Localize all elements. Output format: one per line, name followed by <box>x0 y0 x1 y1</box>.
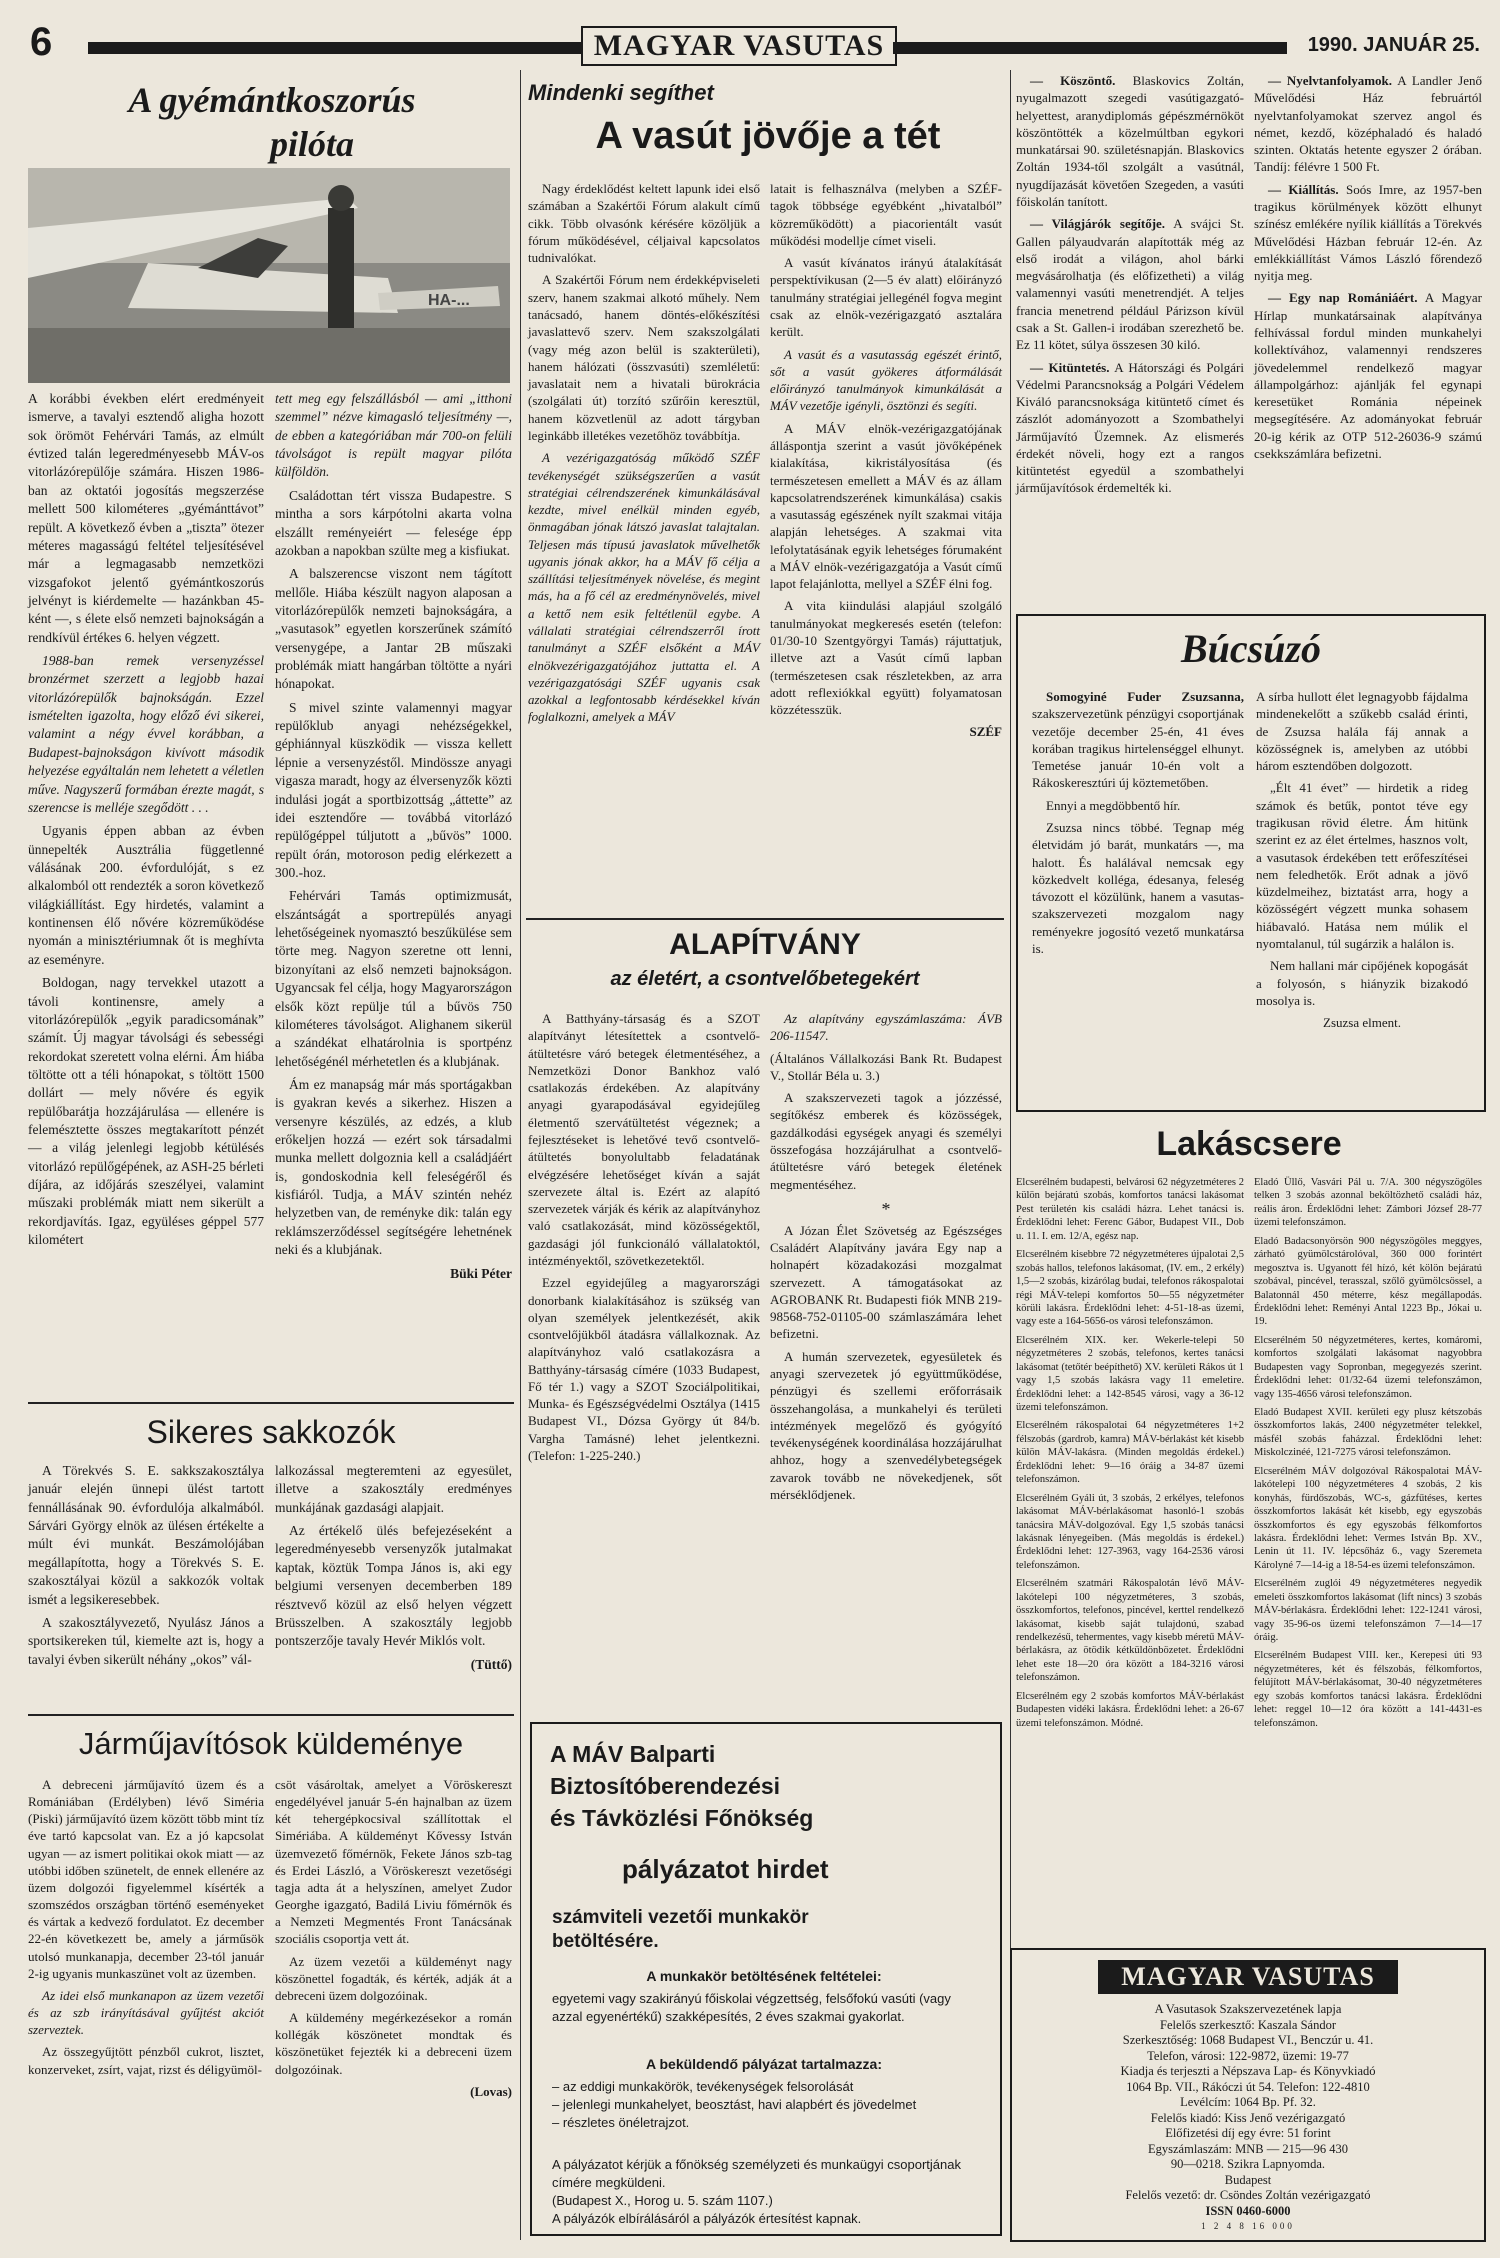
alap-p7: A humán szervezetek, egyesületek és anyagi szervezetek jó együttműködése, pénzügyi és szellemi erőforrásaik összehangolása, a munkahelyi és területi intézmények megelőző és gyógyító tevékenységének koordinálása hozzájárulhat ahhoz, hogy a szenvedélybetegségek zavarok tovább ne növekedjenek, sőt mérséklődjenek. <box>770 1348 1002 1502</box>
short-item3 <box>1016 359 1244 497</box>
pilot-article-col-a <box>28 390 264 1255</box>
lakas-left-5: Elcserélném szatmári Rákospalotán lévő MÁV-lakótelepi 100 négyzetméteres, 3 szobás, összkomfortos, telefonos, pincével, kerttel rendelkező lakásomat, kisebb saját tulajdonú, szabad rendelkezésű, tehermentes, vagy kisebb méretű MÁV-bérlakásra, az ötödik kétküldönbözetet. Érdeklődni lehet este 18—20 óra között a 184-3216 városi telefonszámon. <box>1016 1578 1244 1684</box>
jarmu-author: (Lovas) <box>470 2083 512 2099</box>
impressum-l3: Szerkesztőség: 1068 Budapest VI., Benczúr u. 41. <box>1122 2033 1374 2047</box>
sakk-p4: Az értékelő ülés befejezéseként a legeredményesebb versenyzők jutalmakat kaptak, köztük Tompa János is, aki egy belgiumi versenyen decemberben 189 résztvevő közül az első helyen végzett Brüsszelben. A szakosztály legjobb pontszerzője tavaly Hevér Miklós volt. <box>275 1523 512 1649</box>
sakk-col-a <box>28 1462 264 1674</box>
bucsuzo-p5: „Élt 41 évet” — hirdetik a rideg számok és betűk, pontot téve egy tragikusan rövid életre. Ám hitünk szerint ez az élet értelmes, hasznos volt, a vasutasok érdekében tett erőfeszítései nem feledhetők. Erőt adnak a jövő küzdelmeihez, biztatást arra, hogy a közösségért végzett munka sohasem hiábavaló. Hatása nem múlik el nyomtalanul, túl sugárzik a halálon is. <box>1256 780 1468 951</box>
biztosito-footer <box>552 2156 982 2228</box>
lakas-right-1: Eladó Badacsonyörsön 900 négyszögöles meggyes, zárható gyümölcstárolóval, 360 000 forintért megosztva is. Ugyanott fél hízó, két kölön bejáratú szobával, pincével, terasszal, szőlő gyümölcsössel, a Balatonnál 450 méterre, kész megállapodás. Érdeklődni lehet: Reményi Antal 1223 Bp., Jókai u. 19. <box>1254 1235 1482 1328</box>
lakas-right-4: Elcserélném MÁV dolgozóval Rákospalotai MÁV-lakótelepi 100 négyzetméteres 4 szobás, 2 kis konyhás, fürdőszobás, WC-s, gázfűtéses, kertes összkomfortos lakását két kisebb, egy egyszobás összkomfortos és egy egyszobás félkomfortos lakásra. Érdeklődni lehet: Vermes István Bp. XV., Lenin út 11. IV. lépcsőház 6., vagy Szeremeta Károlyné 7—14-ig a 18-54-es üzemi telefonszámon. <box>1254 1465 1482 1571</box>
biztosito-footer1: A pályázatot kérjük a főnökség személyzeti és munkaügyi csoportjának címére megküldeni. <box>552 2157 961 2190</box>
pilot-article-col-b <box>275 390 512 1283</box>
pilot-title-line1: A gyémántkoszorús <box>128 80 416 120</box>
pilot-p1: A korábbi években elért eredményeit ismerve, a tavalyi esztendő aligha hozott sok örömöt Fehérvári Tamás, az elmúlt évtized talán legeredményesebb MÁV-os vitorlázórepülője számára. Hiszen 1986-ban az oktatói jogosítás megszerzése mellett 500 kilométeres „gyémánttávot” repült. A következő évben a „tiszta” ötezer méteres magasságú feltétel teljesítésével már a legmagasabb nemzetközi vizsgafokot jelentő gyémántkoszorús jelvényt is kiérdemelte — hazánkban 45-ként —, s élete első nemzeti bajnokságán a rendkívül értékes 6. helyen végzett. <box>28 391 264 645</box>
svg-text:HA-...: HA-... <box>428 292 470 309</box>
lakas-left-2: Elcserélném XIX. ker. Wekerle-telepi 50 négyzetméteres 2 szobás, telefonos, kertes tanácsi lakásomat (tetőtér beépíthető) XV. kerületi Rákos út 1 vagy 1,5 szobás lakásra vagy 11 emeletire. Érdeklődni lehet: a 142-8545 városi, vagy a 36-12 üzemi telefonszámon. <box>1016 1334 1244 1413</box>
divider-alap <box>526 918 1004 920</box>
bucsuzo-p1 <box>1032 688 1244 792</box>
jarmu-p6: A küldemény megérkezésekor a román kollégák köszönetet mondtak és köszönetüket fejezték ki a debreceni üzem dolgozóinak. <box>275 2010 512 2077</box>
short-item1 <box>1016 72 1244 210</box>
biztosito-title2: Biztosítóberendezési <box>550 1773 781 1799</box>
alap-col-a <box>528 1010 760 1469</box>
impressum-l7: Levélcím: 1064 Bp. Pf. 32. <box>1180 2095 1316 2109</box>
vasut-p4: latait is felhasználva (melyben a SZÉF-tagok többsége egyébként „hivatalból” közreműködött) a piacorientált vasút működési modellje címet viseli. <box>770 181 1002 248</box>
masthead: MAGYAR VASUTAS <box>581 26 897 66</box>
impressum-l12: Budapest <box>1224 2172 1272 2187</box>
short-item2 <box>1016 215 1244 353</box>
short-item1-text: Blaskovics Zoltán, nyugalmazott szegedi vasútigazgató-helyettest, aranydiplomás gépészmérnököt köszöntötték a közelmúltban egykori munkatársai 90. születésnapján. Blaskovics Zoltán 1934-től szolgált a vasútnál, nyugdíjazását követően Szegeden, a vasúti főiskolán tanított. <box>1016 73 1244 209</box>
short-item5-text: Soós Imre, az 1957-ben tragikus körülmények között elhunyt színész emlékére nyílik kiállítás a Törekvés Művelődési Házban február 12-én. Az emlékkiállítást Vámos László főrendező nyitja meg. <box>1254 181 1483 284</box>
lakas-right-5: Elcserélném zuglói 49 négyzetméteres negyedik emeleti összkomfortos lakásomat (lift nincs) 3 szobás MÁV-bérlakásra. Érdeklődni lehet: 122-1241 városi, vagy 35-96-os üzemi telefonszámon 7—14—17 óráig. <box>1254 1578 1482 1643</box>
alap-star: * <box>881 1198 891 1219</box>
pilot-p10: Ám ez manapság már más sportágakban is gyakran kevés a sikerhez. Hiszen a versenyre készülés, az edzés, a klub erőkeljen hozzá — ezért sok társadalmi munka mellett dolgoznia kell a családjáért is, gondoskodnia kell feleségéről és kisfiáról. Tudja, a MÁV szintén nehéz helyzetben van, de reményke dik: talán egy reklámszerződéssel segítségére lehetnének neki és a klubjának. <box>275 1076 512 1258</box>
pilot-p2: 1988-ban remek versenyzéssel bronzérmet szerzett a legjobb hazai vitorlázórepülők bajnokságán. Ezzel ismételten igazolta, hogy előző évi sikerei, valamint a négy évvel korábban, a Budapest-bajnokságon kivívott második helyezése egyáltalán nem lehetett a véletlen műve. Nagyszerű formában érezte magát, s szerencse is melléje szegődött . . . <box>28 653 264 815</box>
impressum-l1: A Vasutasok Szakszervezetének lapja <box>1154 2002 1342 2016</box>
biztosito-hirdet: pályázatot hirdet <box>622 1854 829 1884</box>
short-item5-lead: — Kiállítás. <box>1268 181 1339 197</box>
alap-p1: A Batthyány-társaság és a SZOT alapítványt létesítettek a csontvelő-átültetésre váró betegek életmentéséhez, a Nemzetközi Donor Bankhoz való csatlakozás érdekében. Az alapítvány anyagi gyarapodásával egyidejűleg életmentő szervátültetést végeznek; a fejlesztéseket is lehetővé tevő csontvelő-átültetés bonyolultabb feladatának elvégzésére lehetőséget kíván a saját szervezete által is. Ezért az alapító szervezetek várják és kérik az alapítványhoz való csatlakozását, mind közösségektől, gazdasági jól funkcionáló vállalatoktól, intézményektől, szövetkezetektől. <box>528 1011 760 1268</box>
short-item2-text: A svájci St. Gallen pályaudvarán alapították még az első irodát a világon, ahol bárki megvásárolhatja (és előfizetheti) a világ valamennyi vasúti menetrendjét. A teljes francia menetrend például Párizson kívül csak a St. Gallen-i irodában szerezhető be. Ez 11 kötet, súlya összesen 30 kiló. <box>1016 216 1244 353</box>
biztosito-doc2: – jelenlegi munkahelyet, beosztást, havi alapbért és jövedelmet <box>552 2097 917 2112</box>
pilot-article-title <box>28 78 516 166</box>
impressum-l10: Egyszámlaszám: MNB — 215—96 430 <box>1148 2141 1348 2156</box>
jarmu-title: Járműjavítósok küldeménye <box>78 1726 464 1761</box>
bucsuzo-p1-text: szakszervezetünk pénzügyi csoportjának vezetője december 25-én, 41 éves korában tragikus hirtelenséggel elhunyt. Temetése január 10-én volt a Rákoskeresztúri új köztemetőben. <box>1032 706 1244 791</box>
alap-p5: A szakszervezeti tagok a józzéssé, segítőkész emberek és közösségek, gazdálkodási egységek anyagi és személyi összefogása hozzájárulhat a csontvelő-átültetésre váró betegek életének megmentéséhez. <box>770 1090 1002 1192</box>
vasut-p2: A Szakértői Fórum nem érdekképviseleti szerv, hanem szakmai alkotó műhely. Nem tanácsadó, hanem döntés-előkészítési javaslattevő szerv. Nem szakszolgálati (vagy még azon belül is szakterületi), hanem hálózati (összvasúti) szemléletű: javaslatait nem a hivatali bürokrácia (szolgálati út) torzító szűrőin keresztül, hanem közvetlenül az adott tárgyban leginkább illetékes vezetőhöz továbbítja. <box>528 272 760 443</box>
divider-sakk <box>28 1402 514 1404</box>
sakk-p2: A szakosztályvezető, Nyulász János a sportsikereken túl, kiemelte azt is, hogy a tavalyi évben sikerült néhány „okos” vál- <box>28 1614 264 1667</box>
vasut-p8: A vita kiindulási alapjául szolgáló tanulmányokat megkeresés esetén (telefon: 01/30-10 Szentgyörgyi Tamás) rájuttatjuk, illetve azt a Vasút című lapban (természetesen csak részletekben, az arra adott reflexiókkal együtt) folyamatosan közzétesszük. <box>770 598 1002 718</box>
alap-p4: (Általános Vállalkozási Bank Rt. Budapest V., Stollár Béla u. 3.) <box>770 1050 1002 1083</box>
bucsuzo-signature: Zsuzsa elment. <box>1323 1015 1401 1031</box>
pilot-photo <box>28 168 510 383</box>
lakas-left-0: Elcserélném budapesti, belvárosi 62 négyzetméteres 2 külön bejáratú szobás, komfortos tanácsi lakásomat Pest területén kis családi házra. Lehet tanácsi is. Érdeklődni lehet: Ferenc Gábor, Budapest VII., Dob u. 11. I. em. 12/A, egész nap. <box>1016 1177 1244 1242</box>
divider-jarmu <box>28 1714 514 1716</box>
biztosito-docs-title: A beküldendő pályázat tartalmazza: <box>646 2056 882 2072</box>
short-item4-lead: — Nyelvtanfolyamok. <box>1268 73 1393 88</box>
short-item3-lead: — Kitüntetés. <box>1030 359 1110 375</box>
impressum-l14: ISSN 0460-6000 <box>1205 2203 1291 2218</box>
lakascsere-col-b <box>1254 1176 1482 1735</box>
pilot-p5: tett meg egy felszállásból — ami „itthoni szemmel” nézve kimagasló teljesítmény —, de ebben a kategóriában már 700-on felüli távolságot is repült magyar pilóta külföldön. <box>275 391 512 480</box>
lakascsere-col-a <box>1016 1176 1244 1735</box>
bucsuzo-p3: Zsuzsa nincs többé. Tegnap még életvidám jó barát, munkatárs —, ma halott. És halálával nemcsak egy közkedvelt kolléga, édesanya, feleség távozott el közülünk, hanem a vasutas-szakszervezeti mozgalom nagy reményekre jogosító vezető munkatársa is. <box>1032 819 1244 956</box>
biztosito-footer2: (Budapest X., Horog u. 5. szám 1107.) <box>552 2193 773 2208</box>
vasut-p5: A vasút kívánatos irányú átalakítását perspektívikusan (2—5 év alatt) előirányzó tanulmány stratégiai jellegénél fogva megint csak az elnök-vezérigazgató asztalára került. <box>770 255 1002 340</box>
lakas-left-6: Elcserélném egy 2 szobás komfortos MÁV-bérlakást Budapesten vidéki lakásra. Érdeklődni lehet: a 26-67 üzemi telefonszámon. Módné. <box>1016 1690 1244 1729</box>
jarmu-col-a <box>28 1776 264 2083</box>
bucsuzo-p6: Nem hallani már cipőjének kopogását a folyosón, s hiányzik bizakodó mosolya is. <box>1256 958 1468 1008</box>
short-item5 <box>1254 181 1482 285</box>
biztosito-title <box>550 1738 813 1834</box>
lakas-left-3: Elcserélném rákospalotai 64 négyzetméteres 1+2 félszobás (gardrob, kamra) MÁV-bérlakást két kisebb külön MÁV-lakásra. (Minden megoldás érdekel.) Érdeklődni lehet: 9—16 óráig a 34-87 üzemi telefonszámon. <box>1016 1420 1244 1486</box>
pilot-p4: Boldogan, nagy tervekkel utazott a távoli kontinensre, amely a vitorlázórepülők „egyik paradicsomának” számít. Új magyar távolsági és sebességi rekordokat szeretett volna elérni. Ám hiába töltötte ott a téli hónapokat, s töltött 1500 dollárt — mely nővére és egyik repülőbarátja hozzájárulása — ellenére is felemésztette összes megtakarított pénzét — a világ jelenlegi legjobb kétülésés vitorlázó repülőgépének, az ASH-25 bérleti díjára, az időjárás szeszélyei, valamint műszaki problémák miatt nem sikerült a rekordjavítás. Igaz, együléses géppel 577 kilométert <box>28 975 264 1248</box>
sakk-p1: A Törekvés S. E. sakkszakosztálya január elején ünnepi ülést tartott fennállásának 90. évfordulója alkalmából. Sárvári György elnök az ülésen értékelte a múlt évi munkát. Beszámolójában megállapította, hogy a Törekvés S. E. szakosztályai közül a sakkozók voltak ismét a legsikeresebbek. <box>28 1463 264 1607</box>
impressum-l9: Előfizetési díj egy évre: 51 forint <box>1165 2126 1331 2140</box>
jarmu-col-b <box>275 1776 512 2100</box>
sakk-author: (Tüttő) <box>470 1656 512 1672</box>
short-item3-text: A Hátországi és Polgári Védelmi Parancsnokság a Polgári Védelem Kiváló parancsnoksága kitüntető címet és zászlót adományozott a Szombathelyi Járműjavító Üzemnek. Az elismerés érdekét növeli, hogy ezt a rangos kitüntetést egyedül a szombathelyi járműjavítósok érdemelték ki. <box>1016 359 1244 496</box>
biztosito-title3: és Távközlési Főnökség <box>550 1805 814 1831</box>
alap-p6: A Józan Élet Szövetség az Egészséges Családért Alapítvány javára Egy nap a holnapért közadakozási mozgalmat szervezett. A támogatásokat az AGROBANK Rt. Budapesti fiók MNB 219-98568-752-01105-00 számlaszámára lehet befizetni. <box>770 1222 1002 1342</box>
vasut-col-a <box>528 180 760 731</box>
pilot-p9: Fehérvári Tamás optimizmusát, elszántságát a sportrepülés anyagi lehetőségeinek nyomasztó beszűkülése sem törte meg. Nagyon szeretne ott lenni, bizonyítani az első nemzeti bajnokságon. Ugyancsak fel célja, hogy Magyarországon elsők közt repülje túl a bűvös 750 kilométeres távolságot. Alighanem sikerül a szándékat elhatárolnia is sportpénz lehetőségénél mérhetetlen és a klubjának. <box>275 888 512 1069</box>
vasut-p3: A vezérigazgatóság működő SZÉF tevékenységét szükségszerűen a vasút stratégiai célrendszerének kimunkálásával kezdte, mivel enélkül minden egyéb, önmagában jónak látszó javaslat talajtalan. Teljesen más típusú javaslatok művelhetők ugyanis jónak akkor, ha a MÁV fő célja a szállítási teljesítmények növelése, és megint más, ha a fő cél az eredménynövelés, mivel a kettő nem esik feltétlenül egybe. A vállalati stratégiai célrendszerről írott tanulmányt a SZÉF elsőként a MÁV elnökvezérigazgatójához juttatta el. A vezérigazgatósági SZÉF ugyanis csak azokkal a legfontosabb kérdésekkel kíván foglalkozni, amelyek a MÁV <box>528 450 760 725</box>
vasut-p6: A vasút és a vasutasság egészét érintő, sőt a vasút gyökeres átformálását előirányzó tanulmányok kimunkálását a MÁV vezetője igényli, ösztönzi és segíti. <box>770 346 1002 414</box>
biztosito-position2: betöltésére. <box>552 1931 659 1952</box>
short-item4 <box>1254 72 1482 176</box>
alap-subtitle: az életért, a csontvelőbetegekért <box>610 968 920 990</box>
bucsuzo-box <box>1016 614 1486 1112</box>
short-news-col-a <box>1016 72 1244 502</box>
impressum-l5: Kiadja és terjeszti a Népszava Lap- és Könyvkiadó <box>1120 2064 1376 2078</box>
sakk-p3: lalkozással megteremteni az egyesület, illetve a szakosztály eredményes munkájának gazdasági alapjait. <box>275 1463 512 1515</box>
biztosito-cond-title: A munkakör betöltésének feltételei: <box>646 1968 882 1984</box>
lakas-right-3: Eladó Budapest XVII. kerületi egy plusz kétszobás összkomfortos lakás, 2400 négyzetméter telekkel, másfél szobás faházzal. Érdeklődni lehet: Miskolczinéé, 121-7275 városi telefonszámon. <box>1254 1407 1482 1459</box>
biztosito-position <box>552 1906 809 1954</box>
jarmu-p2: Az idei első munkanapon az üzem vezetői és az szb irányításával gyűjtést akciót szerveztek. <box>28 1987 264 2038</box>
bucsuzo-p4: A sírba hullott élet legnagyobb fájdalma mindenekelőtt a szűkebb család érinti, de Zsuzsa halála fáj annak a közösségnek is, amelyben az utóbbi három esztendőben dolgozott. <box>1256 689 1468 774</box>
alap-p2: Ezzel egyidejűleg a magyarországi donorbank kialakításához is szükség van olyan személyek jelentkezését, akik csontvelőjükből átadásra vállalkoznak. Az alapítványhoz való csatlakozásra a Batthyány-társaság címére (1033 Budapest, Fő tér 1.) vagy a SZOT Szociálpolitikai, Munka- és Egészségvédelmi Osztálya (1415 Budapest VI., Dózsa György út 84/b. Vargha Tamásné) lehet jelentkezni. (Telefon: 1-225-240.) <box>528 1275 760 1464</box>
page-number: 6 <box>30 20 53 64</box>
alap-p3: Az alapítvány egyszámlaszáma: ÁVB 206-11547. <box>770 1011 1002 1044</box>
jarmu-p3: Az összegyűjtött pénzből cukrot, lisztet, konzerveket, zsírt, vajat, rizst és déligyümöl- <box>28 2044 264 2077</box>
pilot-p6: Családottan tért vissza Budapestre. S mintha a sors kárpótolni akarta volna elszállt reményeiért — felesége épp azokban a napokban szülte meg a kisfiukat. <box>275 487 512 558</box>
vasut-col-b <box>770 180 1002 741</box>
impressum-l8: Felelős kiadó: Kiss Jenő vezérigazgató <box>1150 2110 1346 2125</box>
bucsuzo-col-b <box>1256 688 1468 1031</box>
impressum-box <box>1010 1948 1486 2242</box>
impressum-l15: 1 2 4 8 16 000 <box>1201 2221 1295 2231</box>
biztosito-position1: számviteli vezetői munkakör <box>552 1907 809 1928</box>
bucsuzo-title: Búcsúzó <box>1180 626 1322 671</box>
impressum-l6: 1064 Bp. VII., Rákóczi út 54. Telefon: 122-4810 <box>1126 2079 1370 2094</box>
lakas-left-4: Elcserélném Gyáli út, 3 szobás, 2 erkélyes, telefonos lakásomat MÁV-bérlakásomat hasonló-1 szobás tanácsira MÁV-dolgozóval. Egy 1,5 szobás tanácsi lakásnak lényegeiben. (Más megoldás is érdekel.) Érdeklődni lehet: 127-3963, vagy 164-2536 városi telefonszámon. <box>1016 1492 1244 1571</box>
vasut-title: A vasút jövője a tét <box>595 115 941 157</box>
pilot-p7: A balszerencse viszont nem tágított mellőle. Hiába készült nagyon alaposan a vitorlázórepülők nemzeti bajnokságára, a „vasutasok” egyetlen korszerűnek számító versenygépe, a Jantar 2B műszaki problémák miatt hangárban töltötte a nyári hónapokat. <box>275 566 512 692</box>
vasut-author: SZÉF <box>969 724 1002 740</box>
lakas-right-6: Elcserélném Budapest VIII. ker., Kerepesi úti 93 négyzetméteres, két és félszobás, félkomfortos, felújított MÁV-bérlakásomat, 30-40 négyzetméteres egy szobás komfortos tanácsi lakásra. Érdeklődni lehet: reggel 10—12 óra között a 141-4431-es telefonszámon. <box>1254 1650 1482 1729</box>
jarmu-p4: csöt vásároltak, amelyet a Vöröskereszt engedélyével január 5-én hajnalban az üzem két tehergépkocsival szállítottak el Simériába. A küldeményt Kővessy István üzemvezető főmérnök, Fekete János szb-tag és Erdei László, a Vöröskereszt vezetőségi tagja adta át a helyszínen, amelyet Zudor Georghe igazgató, Badilá Liviu főmérnök és a Nemzeti Megmentés Front Tanácsának szociális csoportja vett át. <box>275 1777 512 1947</box>
issue-date: 1990. JANUÁR 25. <box>1307 34 1480 56</box>
short-item4-text: A Landler Jenő Művelődési Ház februártól nyelvtanfolyamokat szervez angol és német, kezdő, középhaladó és haladó szinten. Oktatás hetente egyszer 2 órában. Tandíj: félévre 1 500 Ft. <box>1254 73 1482 175</box>
pilot-p3: Ugyanis éppen abban az évben ünnepelték Ausztrália függetlenné válásának 200. évfordulóját, s ez alkalomból ott rendezték a soron következő világkiállítást. Egy hirdetés, valamint a kontinensen élő nővére közreműködése nyomán a minisztériumnak őt is meghívta az eseményre. <box>28 823 264 967</box>
lakas-right-2: Elcserélném 50 négyzetméteres, kertes, komáromi, komfortos szolgálati lakásomat nagyobbra Budapesten vagy Sopronban, megegyezés szerint. Érdeklődni lehet: 01/32-64 üzemi telefonszámon, vagy 135-4656 városi telefonszámon. <box>1254 1334 1482 1400</box>
biztosito-docs <box>552 2078 982 2132</box>
impressum-l2: Felelős szerkesztő: Kaszala Sándor <box>1160 2017 1336 2032</box>
short-item6 <box>1254 289 1482 462</box>
alap-title: ALAPÍTVÁNY <box>669 928 861 961</box>
bucsuzo-col-a <box>1032 688 1244 962</box>
impressum-l4: Telefon, városi: 122-9872, üzemi: 19-77 <box>1147 2048 1349 2063</box>
biztosito-cond-text: egyetemi vagy szakirányú főiskolai végzettség, felsőfokú vasúti (vagy azzal egyenértékű) szakképesítés, 2 éves szakmai gyakorlat. <box>552 1991 951 2024</box>
impressum-l11: 90—0218. Szikra Lapnyomda. <box>1170 2157 1326 2171</box>
impressum-lines <box>1012 2002 1484 2235</box>
short-item6-text: A Magyar Hírlap munkatársainak alapítványa felhívással fordul minden munkahelyi kollektívához, valamennyi rendszeres jövedelemmel rendelkező magyar állampolgárhoz: ajánlják fel egynapi keresetüket Románia népeinek megsegítésére. Az adományokat február 20-ig kérik az OTP 512-26036-9 számú csekkszámlára befizetni. <box>1254 290 1482 461</box>
column-rule-2 <box>1010 70 1011 2240</box>
impressum-masthead: MAGYAR VASUTAS <box>1098 1960 1398 1994</box>
header-rule-right <box>893 42 1287 54</box>
vasut-p1: Nagy érdeklődést keltett lapunk idei első számában a Szakértői Fórum alakult című cikk. Több olvasónk kérésére közöljük a fórum működésével, céljaival kapcsolatos tudnivalókat. <box>528 181 760 266</box>
impressum-l13: Felelős vezető: dr. Csöndes Zoltán vezérigazgató <box>1125 2188 1371 2202</box>
lakas-left-1: Elcserélném kisebbre 72 négyzetméteres újpalotai 2,5 szobás hallos, telefonos lakásomat, (IV. em., 2 erkély) 1,5—2 szobás, kizárólag budai, telefonos rákospalotai régi MÁV-telepi komfortos 50—55 négyzetméter körüli lakásra. Érdeklődni lehet: 4-51-18-as üzemi, vagy este a 164-5656-os városi telefonszámon. <box>1016 1249 1244 1328</box>
short-item6-lead: — Egy nap Romániáért. <box>1268 290 1418 306</box>
pilot-title-line2: pilóta <box>269 124 354 164</box>
alap-col-b <box>770 1010 1002 1508</box>
biztosito-title1: A MÁV Balparti <box>550 1741 716 1767</box>
pilot-author: Büki Péter <box>450 1265 512 1281</box>
header-rule-left <box>88 42 581 54</box>
short-news-col-b <box>1254 72 1482 467</box>
sakk-col-b <box>275 1462 512 1674</box>
column-rule-1 <box>520 70 521 2240</box>
biztosito-doc3: – részletes önéletrajzot. <box>552 2115 690 2130</box>
lakascsere-title: Lakáscsere <box>1156 1125 1342 1163</box>
biztosito-footer3: A pályázók elbírálásáról a pályázók értesítést kapnak. <box>552 2211 862 2226</box>
short-item1-lead: — Köszöntő. <box>1030 73 1116 88</box>
vasut-kicker: Mindenki segíthet <box>528 80 714 105</box>
sakk-title: Sikeres sakkozók <box>146 1414 396 1450</box>
pilot-p8: S mivel szinte valamennyi magyar repülőklub anyagi nehézségekkel, géphiánnyal küszködik — vissza kellett lépnie a versenyzéstől. Mindössze anyagi vigasza maradt, hogy az élversenyzők közti indulási jogát a sportbizottság „áttette” az idei esztendőre — továbbá vitorlázó repülőgéppel túljutott a „bűvös” 1000. repült órán, motoroson pedig elérkezett a 300.-hoz. <box>275 699 512 880</box>
biztosito-ad-box <box>530 1722 1002 2236</box>
jarmu-p5: Az üzem vezetői a küldeményt nagy köszönettel fogadták, és kérték, adják át a debreceni üzem dolgozóinak. <box>275 1953 512 2003</box>
vasut-p7: A MÁV elnök-vezérigazgatójának álláspontja szerint a vasút jövőképének kialakítása, kikristályosítása (és természetesen emellett a MÁV és az állam kapcsolatrendszerének kimunkálása) csakis a vasutasság egészének nyílt szakmai vitája alapján lehetséges. A szakmai vita lefolytatásának egyik lehetséges fórumaként a MÁV elnök-vezérigazgatója a Vasút című lapot felajánlotta, mellyel a SZÉF élni fog. <box>770 420 1002 592</box>
bucsuzo-p2: Ennyi a megdöbbentő hír. <box>1046 797 1181 813</box>
biztosito-doc1: – az eddigi munkakörök, tevékenységek felsorolását <box>552 2079 854 2094</box>
lakas-right-0: Eladó Üllő, Vasvári Pál u. 7/A. 300 négyszögöles telken 3 szobás azonnal beköltözhető családi ház, reális áron. Érdeklődni lehet: Zámbori József 28-77 üzemi telefonszámon. <box>1254 1177 1482 1229</box>
short-item2-lead: — Világjárók segítője. <box>1030 216 1166 232</box>
bucsuzo-p1-lead: Somogyiné Fuder Zsuzsanna, <box>1046 689 1244 704</box>
jarmu-p1: A debreceni járműjavító üzem és a Romániában (Erdélyben) lévő Siméria (Piski) járműjavító üzem között több mint tíz éve tartó kapcsolat van. Ez a jó kapcsolat ugyan — az ismert politikai okok miatt — az utóbbi időben szünetelt, de ennek ellenére az üzem dolgozói figyelemmel kísérték a szomszédos országban történő eseményeket és vártak a kedvező fordulatot. Ez december 22-én következett be, amely a járműsök utolsó munkanapja, december 23-tól január 2-ig ugyanis munkaszünet volt az üzemben. <box>28 1777 264 1981</box>
glider-photo-illustration <box>28 168 510 383</box>
